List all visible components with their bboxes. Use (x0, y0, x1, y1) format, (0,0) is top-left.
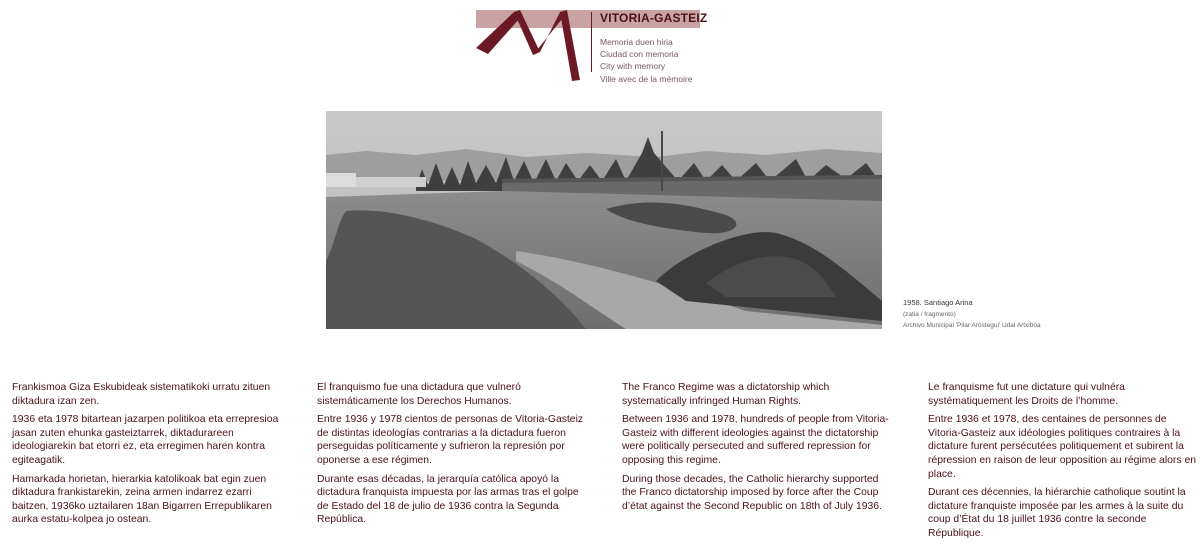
french-text-column (928, 381, 1196, 546)
caption-archive: Archivo Municipal 'Pilar Aróstegui' Udal Artxiboa (903, 322, 1041, 329)
historical-photo (326, 111, 882, 329)
m-logo-icon (476, 8, 588, 84)
photo-caption (903, 297, 1083, 331)
logo-taglines (600, 36, 692, 85)
paragraph: Between 1936 and 1978, hundreds of people from Vitoria-Gasteiz with different ideologies against the dictatorship were politically persecuted and suffered repression for opposing this regime. (622, 414, 889, 466)
city-logo (476, 8, 716, 92)
paragraph: Durant ces décennies, la hiérarchie catholique soutint la dictature franquiste imposée par les armes à la suite du coup d’État du 18 juillet 1936 contre la seconde République. (928, 487, 1186, 539)
logo-divider (591, 12, 592, 72)
paragraph: El franquismo fue una dictadura que vulneró sistemáticamente los Derechos Humanos. (317, 382, 521, 407)
basque-text-column (12, 381, 280, 532)
spanish-text-column (317, 381, 585, 532)
caption-author: 1958. Santiago Arina (903, 298, 973, 307)
paragraph: Durante esas décadas, la jerarquía católica apoyó la dictadura franquista impuesta por las armas tras el golpe de Estado del 18 de julio de 1936 contra la Segunda República. (317, 473, 579, 526)
caption-fragment: (zatia / fragmento) (903, 311, 956, 318)
paragraph: Entre 1936 et 1978, des centaines de personnes de Vitoria-Gasteiz aux idéologies politiques contraires à la dictature furent persécutées politiquement et subirent la répression en raison de leur opposition au régime alors en place. (928, 414, 1197, 480)
tagline-french: Ville avec de la mémoire (600, 73, 693, 84)
logo-title: VITORIA-GASTEIZ (600, 11, 708, 25)
paragraph: During those decades, the Catholic hierarchy supported the Franco dictatorship imposed by force after the Coup d’état against the Second Republic on 18th of July 1936. (622, 473, 882, 512)
english-text-column (622, 381, 890, 518)
tagline-english: City with memory (600, 61, 666, 72)
tagline-spanish: Ciudad con memoria (600, 49, 679, 60)
paragraph: 1936 eta 1978 bitartean jazarpen politikoa eta errepresioa jasan zuten ehunka gasteiztarrek, diktadurareen ideologiarekin bat etorri ez, eta erregimen haren kontra egiteagatik. (12, 414, 279, 466)
paragraph: Le franquisme fut une dictature qui vulnéra systématiquement les Droits de l’homme. (928, 382, 1125, 407)
paragraph: Frankismoa Giza Eskubideak sistematikoki urratu zituen diktadura izan zen. (12, 382, 271, 407)
paragraph: The Franco Regime was a dictatorship which systematically infringed Human Rights. (622, 382, 830, 407)
paragraph: Hamarkada horietan, hierarkia katolikoak bat egin zuen diktadura frankistarekin, zeina armen indarrez ezarri baitzen, 1936ko uztailaren 18an Bigarren Errepublikaren aurka estatu-kolpea jo ostean. (12, 473, 272, 526)
tagline-basque: Memoria duen hiria (600, 37, 673, 47)
paragraph: Entre 1936 y 1978 cientos de personas de Vitoria-Gasteiz de distintas ideologías contrarias a la dictadura fueron perseguidas políticamente y sufrieron la represión por oponerse a ese régimen. (317, 414, 584, 466)
